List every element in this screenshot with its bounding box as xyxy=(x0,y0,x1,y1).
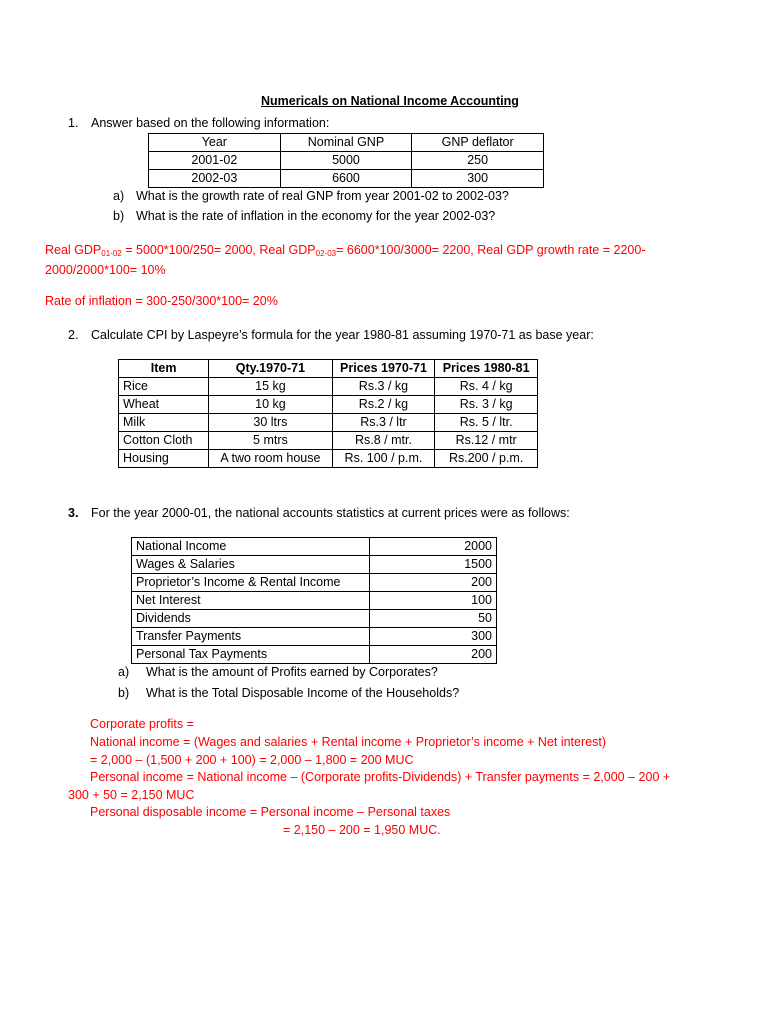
table-cell: 100 xyxy=(369,592,496,610)
q3-sub-b-label: b) xyxy=(118,686,130,700)
table-cell: Proprietor’s Income & Rental Income xyxy=(132,574,370,592)
table-cell: 2000 xyxy=(369,538,496,556)
table-row xyxy=(132,628,497,646)
table-cell: A two room house xyxy=(209,450,332,468)
q1-sub-b-label: b) xyxy=(113,209,125,223)
table-row xyxy=(119,432,538,450)
table-cell: Rs. 4 / kg xyxy=(435,378,538,396)
q1-table xyxy=(148,133,544,188)
table-cell: 250 xyxy=(412,152,544,170)
subscript-text: 01-02 xyxy=(101,249,122,258)
page-title: Numericals on National Income Accounting xyxy=(261,94,519,108)
table-cell: Dividends xyxy=(132,610,370,628)
table-row xyxy=(132,574,497,592)
answer-text: Real GDP xyxy=(45,243,102,257)
q3-text: For the year 2000-01, the national accounts statistics at current prices were as follows: xyxy=(91,506,570,520)
q1-number: 1. xyxy=(68,116,79,130)
table-row xyxy=(119,414,538,432)
table-cell: Net Interest xyxy=(132,592,370,610)
table-cell: Rs. 3 / kg xyxy=(435,396,538,414)
table-cell: 200 xyxy=(369,646,496,664)
q3-answer-line1: Corporate profits = xyxy=(90,717,194,731)
q3-number: 3. xyxy=(68,506,79,520)
q1-sub-a: What is the growth rate of real GNP from year 2001-02 to 2002-03? xyxy=(136,189,509,203)
table-row xyxy=(149,152,544,170)
table-header: Nominal GNP xyxy=(280,134,412,152)
table-cell: 2001-02 xyxy=(149,152,281,170)
table-cell: Rice xyxy=(119,378,209,396)
answer-text: = 5000*100/250= 2000, Real GDP xyxy=(121,243,316,257)
table-cell: 15 kg xyxy=(209,378,332,396)
table-row xyxy=(132,610,497,628)
table-cell: 10 kg xyxy=(209,396,332,414)
table-cell: Rs.2 / kg xyxy=(332,396,435,414)
table-cell: Wages & Salaries xyxy=(132,556,370,574)
table-row xyxy=(132,556,497,574)
table-cell: Milk xyxy=(119,414,209,432)
table-cell: 2002-03 xyxy=(149,170,281,188)
table-cell: 50 xyxy=(369,610,496,628)
q2-text: Calculate CPI by Laspeyre’s formula for the year 1980-81 assuming 1970-71 as base year: xyxy=(91,328,594,342)
table-row xyxy=(119,450,538,468)
table-header-row xyxy=(119,360,538,378)
table-cell: Rs.200 / p.m. xyxy=(435,450,538,468)
table-header: Item xyxy=(119,360,209,378)
table-cell: 300 xyxy=(412,170,544,188)
table-row xyxy=(132,538,497,556)
table-cell: 6600 xyxy=(280,170,412,188)
q2-number: 2. xyxy=(68,328,79,342)
table-row xyxy=(132,646,497,664)
q3-sub-a: What is the amount of Profits earned by Corporates? xyxy=(146,665,438,679)
subscript-text: 02-03 xyxy=(315,249,337,258)
table-cell: 5 mtrs xyxy=(209,432,332,450)
table-cell: 200 xyxy=(369,574,496,592)
q1-answer-inflation: Rate of inflation = 300-250/300*100= 20% xyxy=(45,294,278,308)
table-cell: Rs. 100 / p.m. xyxy=(332,450,435,468)
table-cell: Cotton Cloth xyxy=(119,432,209,450)
q2-table xyxy=(118,359,538,468)
table-row xyxy=(119,378,538,396)
q1-answer-line1 xyxy=(45,242,646,258)
table-cell: Housing xyxy=(119,450,209,468)
table-cell: Rs. 5 / ltr. xyxy=(435,414,538,432)
table-cell: Rs.3 / kg xyxy=(332,378,435,396)
q1-answer-line2: 2000/2000*100= 10% xyxy=(45,263,166,277)
table-cell: Rs.12 / mtr xyxy=(435,432,538,450)
answer-text: = 6600*100/3000= 2200, Real GDP growth rate = 2200- xyxy=(336,243,646,257)
table-cell: 30 ltrs xyxy=(209,414,332,432)
q3-table xyxy=(131,537,497,664)
q1-text: Answer based on the following information: xyxy=(91,116,330,130)
q3-answer-line6: Personal disposable income = Personal income – Personal taxes xyxy=(90,805,451,819)
q3-sub-a-label: a) xyxy=(118,665,130,679)
table-header: Qty.1970-71 xyxy=(209,360,332,378)
q1-sub-b: What is the rate of inflation in the economy for the year 2002-03? xyxy=(136,209,496,223)
table-cell: 300 xyxy=(369,628,496,646)
table-row xyxy=(149,170,544,188)
q3-answer-line4: Personal income = National income – (Corporate profits-Dividends) + Transfer payments = 2,000 – 200 + xyxy=(90,770,671,784)
table-cell: 1500 xyxy=(369,556,496,574)
table-cell: Rs.3 / ltr xyxy=(332,414,435,432)
table-cell: Rs.8 / mtr. xyxy=(332,432,435,450)
q3-answer-line2: National income = (Wages and salaries + Rental income + Proprietor’s income + Net interest) xyxy=(90,735,606,749)
table-header: Year xyxy=(149,134,281,152)
table-cell: National Income xyxy=(132,538,370,556)
table-cell: Personal Tax Payments xyxy=(132,646,370,664)
table-header: GNP deflator xyxy=(412,134,544,152)
table-row xyxy=(132,592,497,610)
table-cell: 5000 xyxy=(280,152,412,170)
q3-answer-line5: 300 + 50 = 2,150 MUC xyxy=(68,788,195,802)
table-cell: Wheat xyxy=(119,396,209,414)
table-cell: Transfer Payments xyxy=(132,628,370,646)
q3-answer-line7: = 2,150 – 200 = 1,950 MUC. xyxy=(283,823,441,837)
q3-sub-b: What is the Total Disposable Income of the Households? xyxy=(146,686,460,700)
table-row xyxy=(119,396,538,414)
table-header: Prices 1970-71 xyxy=(332,360,435,378)
q1-sub-a-label: a) xyxy=(113,189,125,203)
table-header-row xyxy=(149,134,544,152)
q3-answer-line3: = 2,000 – (1,500 + 200 + 100) = 2,000 – 1,800 = 200 MUC xyxy=(90,753,414,767)
table-header: Prices 1980-81 xyxy=(435,360,538,378)
